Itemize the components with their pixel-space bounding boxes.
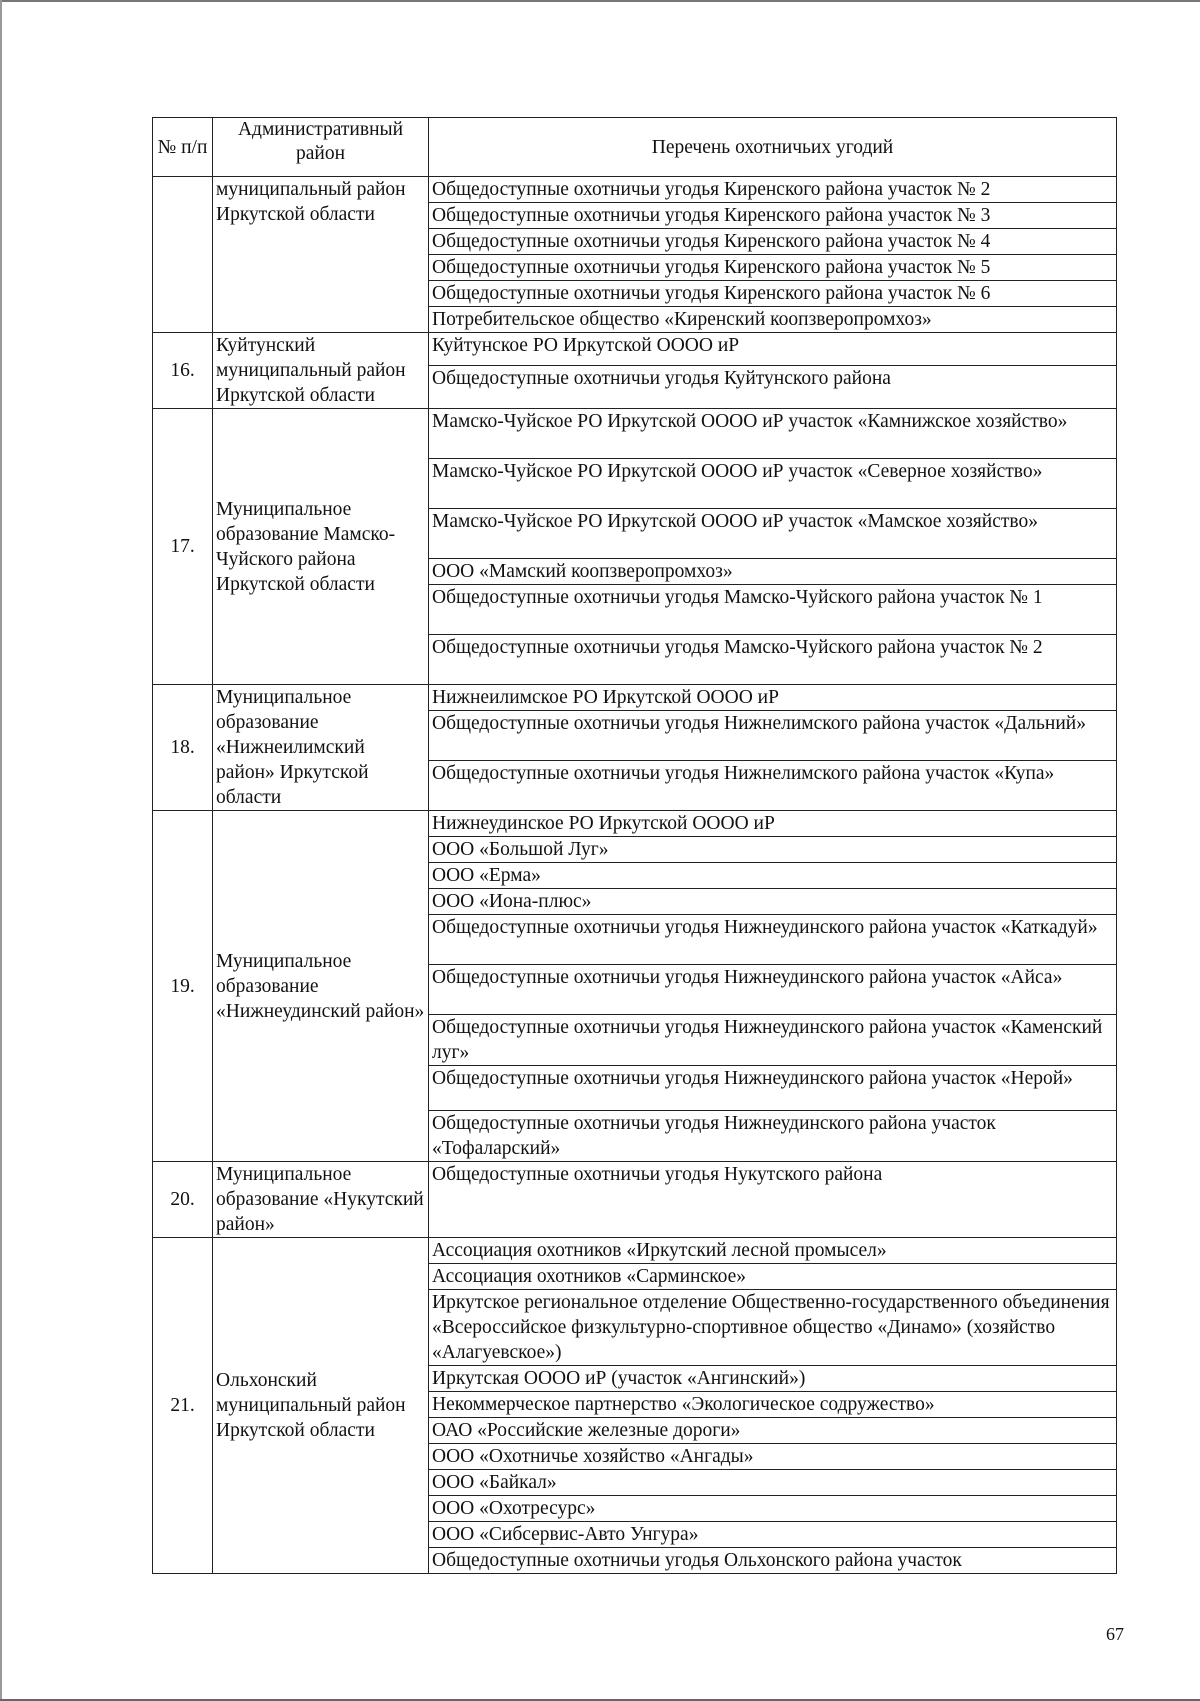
hunting-ground-cell: Ассоциация охотников «Сарминское» (429, 1264, 1117, 1290)
hunting-ground-cell: Общедоступные охотничьи угодья Мамско-Чуйского района участок № 2 (429, 635, 1117, 685)
hunting-ground-cell: Общедоступные охотничьи угодья Киренского района участок № 3 (429, 203, 1117, 229)
hunting-ground-cell: Общедоступные охотничьи угодья Киренского района участок № 6 (429, 281, 1117, 307)
page-number: 67 (1106, 1624, 1124, 1644)
hunting-ground-cell: Общедоступные охотничьи угодья Ольхонского района участок (429, 1548, 1117, 1574)
hunting-ground-cell: Иркутское региональное отделение Общественно-государственного объединения «Всероссийское физкультурно-спортивное общество «Динамо» (хозяйство «Алагуевское») (429, 1290, 1117, 1366)
hunting-ground-cell: ООО «Байкал» (429, 1470, 1117, 1496)
hunting-ground-cell: Куйтунское РО Иркутской ОООО иР (429, 333, 1117, 366)
hunting-ground-cell: ООО «Сибсервис-Авто Унгура» (429, 1522, 1117, 1548)
table-row (153, 1162, 1117, 1238)
hunting-ground-cell: Нижнеилимское РО Иркутской ОООО иР (429, 685, 1117, 711)
row-number: 18. (153, 685, 213, 811)
hunting-ground-cell: Общедоступные охотничьи угодья Мамско-Чуйского района участок № 1 (429, 585, 1117, 635)
row-number (153, 177, 213, 333)
hunting-ground-cell: Общедоступные охотничьи угодья Киренского района участок № 4 (429, 229, 1117, 255)
hunting-ground-cell: ОАО «Российские железные дороги» (429, 1418, 1117, 1444)
row-number: 17. (153, 409, 213, 685)
hunting-ground-cell: Общедоступные охотничьи угодья Киренского района участок № 5 (429, 255, 1117, 281)
hunting-ground-cell: Нижнеудинское РО Иркутской ОООО иР (429, 811, 1117, 837)
table-row (153, 811, 1117, 837)
district-cell: Куйтунский муниципальный район Иркутской области (213, 333, 429, 409)
scan-left-edge (0, 0, 2, 1701)
table-row (153, 685, 1117, 711)
hunting-ground-cell: Потребительское общество «Киренский коопзверопромхоз» (429, 307, 1117, 333)
hunting-ground-cell: Общедоступные охотничьи угодья Киренского района участок № 2 (429, 177, 1117, 203)
district-cell: муниципальный район Иркутской области (213, 177, 429, 333)
district-cell: Муниципальное образование «Нижнеилимский район» Иркутской области (213, 685, 429, 811)
row-number: 20. (153, 1162, 213, 1238)
hunting-ground-cell: Общедоступные охотничьи угодья Нукутского района (429, 1162, 1117, 1238)
hunting-ground-cell: Мамско-Чуйское РО Иркутской ОООО иР участок «Северное хозяйство» (429, 459, 1117, 509)
table-body (153, 177, 1117, 1574)
hunting-ground-cell: Общедоступные охотничьи угодья Нижнеудинского района участок «Нерой» (429, 1066, 1117, 1111)
hunting-ground-cell: Общедоступные охотничьи угодья Нижнеудинского района участок «Тофаларский» (429, 1111, 1117, 1162)
hunting-ground-cell: ООО «Ерма» (429, 863, 1117, 889)
hunting-ground-cell: Иркутская ОООО иР (участок «Ангинский») (429, 1366, 1117, 1392)
hunting-ground-cell: Ассоциация охотников «Иркутский лесной промысел» (429, 1238, 1117, 1264)
table-row (153, 1238, 1117, 1264)
hunting-ground-cell: Общедоступные охотничьи угодья Нижнеудинского района участок «Каткадуй» (429, 915, 1117, 965)
hunting-ground-cell: Общедоступные охотничьи угодья Нижнелимского района участок «Купа» (429, 761, 1117, 811)
hunting-ground-cell: ООО «Охотничье хозяйство «Ангады» (429, 1444, 1117, 1470)
hunting-ground-cell: Общедоступные охотничьи угодья Нижнелимского района участок «Дальний» (429, 711, 1117, 761)
district-cell: Ольхонский муниципальный район Иркутской области (213, 1238, 429, 1574)
header-grounds: Перечень охотничьих угодий (429, 118, 1117, 177)
hunting-ground-cell: Общедоступные охотничьи угодья Куйтунского района (429, 366, 1117, 409)
table-row (153, 409, 1117, 459)
hunting-ground-cell: Общедоступные охотничьи угодья Нижнеудинского района участок «Каменский луг» (429, 1015, 1117, 1066)
hunting-ground-cell: Некоммерческое партнерство «Экологическое содружество» (429, 1392, 1117, 1418)
scan-top-edge (0, 0, 1200, 2)
hunting-ground-cell: ООО «Большой Луг» (429, 837, 1117, 863)
district-cell: Муниципальное образование «Нижнеудинский район» (213, 811, 429, 1162)
table-row (153, 177, 1117, 203)
district-cell: Муниципальное образование Мамско-Чуйского района Иркутской области (213, 409, 429, 685)
hunting-ground-cell: Мамско-Чуйское РО Иркутской ОООО иР участок «Камнижское хозяйство» (429, 409, 1117, 459)
hunting-ground-cell: ООО «Охотресурс» (429, 1496, 1117, 1522)
hunting-ground-cell: Общедоступные охотничьи угодья Нижнеудинского района участок «Айса» (429, 965, 1117, 1015)
row-number: 21. (153, 1238, 213, 1574)
hunting-grounds-table (152, 117, 1117, 1574)
table-header-row (153, 118, 1117, 177)
row-number: 16. (153, 333, 213, 409)
header-district: Административный район (213, 118, 429, 177)
district-cell: Муниципальное образование «Нукутский район» (213, 1162, 429, 1238)
hunting-ground-cell: ООО «Иона-плюс» (429, 889, 1117, 915)
table-row (153, 333, 1117, 366)
header-number: № п/п (153, 118, 213, 177)
hunting-ground-cell: ООО «Мамский коопзверопромхоз» (429, 559, 1117, 585)
hunting-ground-cell: Мамско-Чуйское РО Иркутской ОООО иР участок «Мамское хозяйство» (429, 509, 1117, 559)
row-number: 19. (153, 811, 213, 1162)
